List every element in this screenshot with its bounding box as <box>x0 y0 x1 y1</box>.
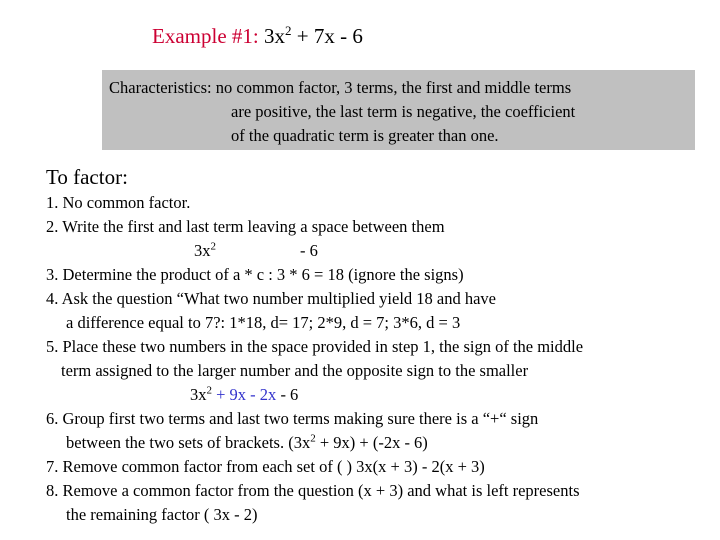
example-label: Example #1: <box>152 24 259 48</box>
step-5-line-2: term assigned to the larger number and the opposite sign to the smaller <box>61 361 529 380</box>
step-2-first-term: $3x^2$ <box>194 240 216 260</box>
characteristics-line-2: are positive, the last term is negative, the coefficient <box>231 102 576 121</box>
step-5-line-1: 5. Place these two numbers in the space provided in step 1, the sign of the middle <box>46 337 584 356</box>
step-6-line-1: 6. Group first two terms and last two terms making sure there is a “+“ sign <box>46 409 539 428</box>
to-factor-heading: To factor: <box>46 165 128 189</box>
step-5-split-terms: + 9x - 2x <box>212 385 277 404</box>
step-2-last-term: - 6 <box>300 241 318 260</box>
step-7: 7. Remove common factor from each set of ( ) 3x(x + 3) - 2(x + 3) <box>46 457 485 476</box>
example-expression: $3x^2 + 7x - 6$ <box>263 23 363 48</box>
example-title <box>152 24 363 49</box>
characteristics-line-1: Characteristics: no common factor, 3 terms, the first and middle terms <box>109 78 572 97</box>
step-2: 2. Write the first and last term leaving a space between them <box>46 217 445 236</box>
step-1: 1. No common factor. <box>46 193 191 212</box>
characteristics-box <box>102 70 695 150</box>
step-4-line-2: a difference equal to 7?: 1*18, d= 17; 2*9, d = 7; 3*6, d = 3 <box>66 313 461 332</box>
step-5-expression: $3x^2 + 9x - 2x - 6$ <box>190 384 299 404</box>
step-4-line-1: 4. Ask the question “What two number multiplied yield 18 and have <box>46 289 496 308</box>
step-6-line-2: between the two sets of brackets. $(3x^2 + 9x) + (-2x - 6)$ <box>66 432 428 452</box>
characteristics-line-3: of the quadratic term is greater than one. <box>231 126 499 145</box>
step-8-line-2: the remaining factor ( 3x - 2) <box>66 505 258 524</box>
step-8-line-1: 8. Remove a common factor from the question (x + 3) and what is left represents <box>46 481 580 500</box>
step-3: 3. Determine the product of a * c : 3 * 6 = 18 (ignore the signs) <box>46 265 464 284</box>
